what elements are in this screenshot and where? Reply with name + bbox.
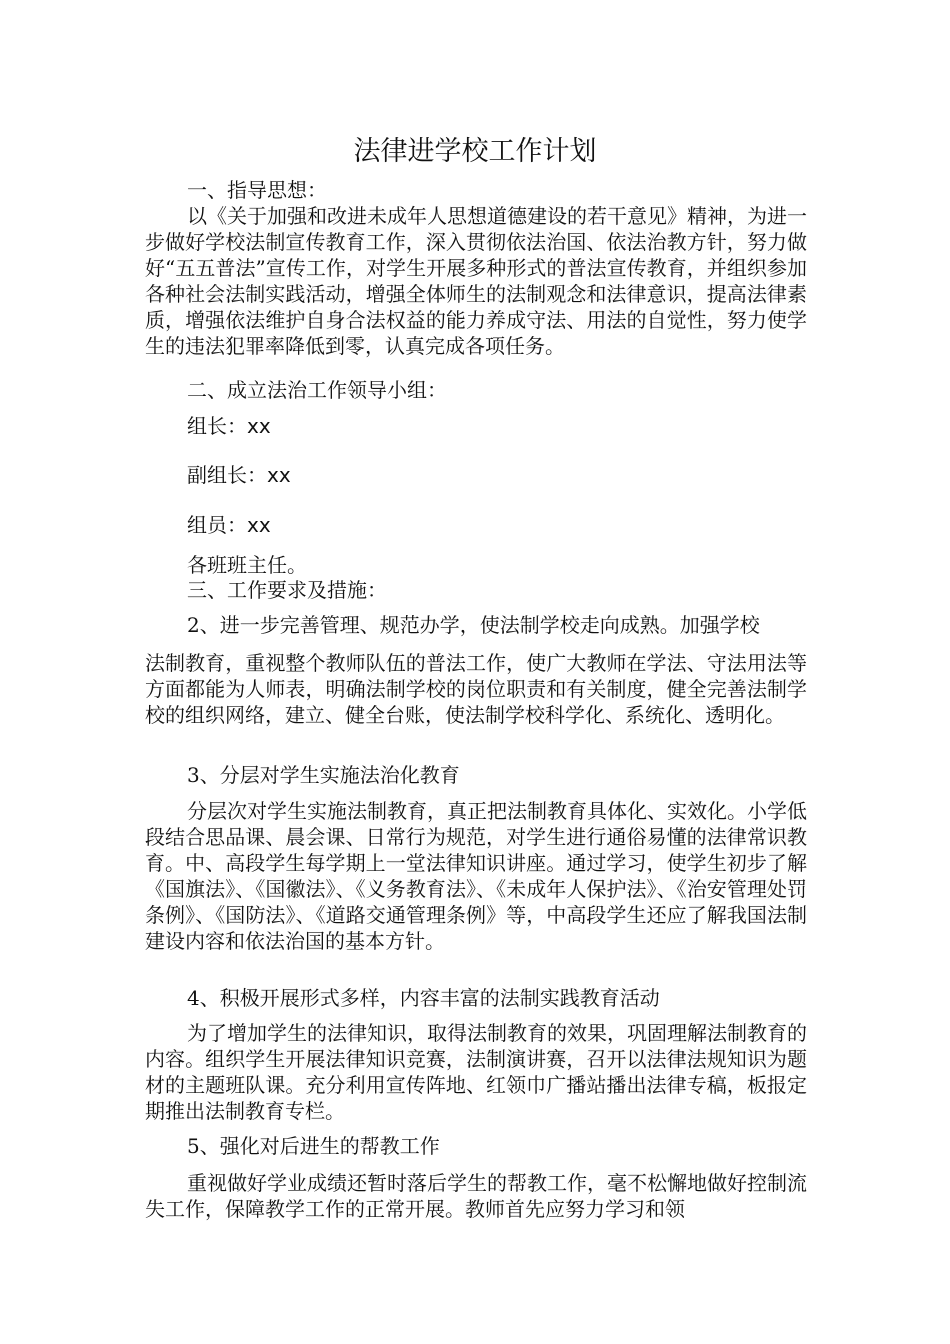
item3-body: 分层次对学生实施法制教育，真正把法制教育具体化、实效化。小学低段结合思品课、晨会课、日常行为规范，对学生进行通俗易懂的法律常识教育。中、高段学生每学期上一堂法律知识讲座。通过学习，使学生初步了解《国旗法》、《国徽法》、《义务教育法》、《未成年人保护法》、《治安管理处罚条例》、《国防法》、《道路交通管理条例》等，中高段学生还应了解我国法制建设内容和依法治国的基本方针。 — [145, 799, 807, 953]
item5-body: 重视做好学业成绩还暂时落后学生的帮教工作，毫不松懈地做好控制流失工作，保障教学工作的正常开展。教师首先应努力学习和领 — [145, 1171, 807, 1221]
group-deputy-leader: 副组长：xx — [187, 463, 291, 487]
section1-heading: 一、指导思想： — [187, 178, 327, 202]
item4-body: 为了增加学生的法律知识，取得法制教育的效果，巩固理解法制教育的内容。组织学生开展法律知识竞赛，法制演讲赛，召开以法律法规知识为题材的主题班队课。充分利用宣传阵地、红领巾广播站播出法律专稿，板报定期推出法制教育专栏。 — [145, 1021, 807, 1123]
group-leader: 组长：xx — [187, 414, 271, 438]
section2-heading: 二、成立法治工作领导小组： — [187, 378, 447, 402]
document-title: 法律进学校工作计划 — [353, 136, 597, 167]
item5-title: 5、强化对后进生的帮教工作 — [187, 1134, 440, 1158]
class-teachers: 各班班主任。 — [187, 553, 307, 577]
section1-body: 以《关于加强和改进未成年人思想道德建设的若干意见》精神，为进一步做好学校法制宣传教育工作，深入贯彻依法治国、依法治教方针，努力做好“五五普法”宣传工作，对学生开展多种形式的普法宣传教育，并组织参加各种社会法制实践活动，增强全体师生的法制观念和法律意识，提高法律素质，增强依法维护自身合法权益的能力养成守法、用法的自觉性，努力使学生的违法犯罪率降低到零，认真完成各项任务。 — [145, 204, 807, 358]
item4-title: 4、积极开展形式多样，内容丰富的法制实践教育活动 — [187, 986, 660, 1010]
section3-heading: 三、工作要求及措施： — [187, 578, 387, 602]
item2-body: 法制教育，重视整个教师队伍的普法工作，使广大教师在学法、守法用法等方面都能为人师表，明确法制学校的岗位职责和有关制度，健全完善法制学校的组织网络，建立、健全台账，使法制学校科学化、系统化、透明化。 — [145, 651, 807, 727]
item3-title: 3、分层对学生实施法治化教育 — [187, 763, 460, 787]
group-members: 组员：xx — [187, 513, 271, 537]
item2-title: 2、进一步完善管理、规范办学，使法制学校走向成熟。加强学校 — [187, 613, 760, 637]
